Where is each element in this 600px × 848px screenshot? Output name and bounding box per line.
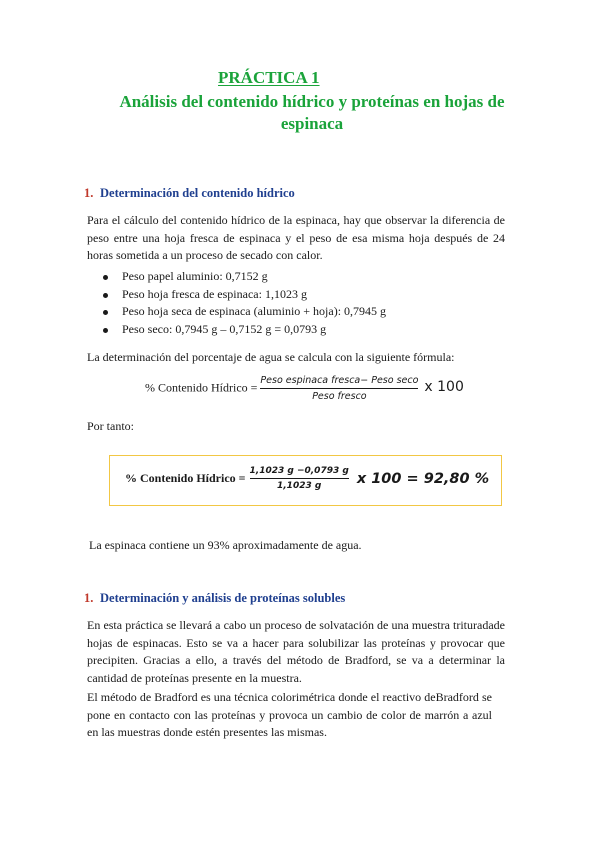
section2-heading-text: Determinación y análisis de proteínas solubles [100,591,346,605]
section2-para2: El método de Bradford es una técnica colorimétrica donde el reactivo deBradford se pone en contacto con las proteínas y provoca un cambio de color de marrón a azul en las muestras donde estén presentes las mismas. [87,690,492,739]
result-numerator: 1,1023 g −0,0793 g [249,466,349,476]
section1-number: 1. [84,186,94,200]
result-value: x 100 = 92,80 % [356,470,490,487]
result-label: % Contenido Hídrico = [125,471,246,485]
list-item: Peso seco: 0,7945 g – 0,7152 g = 0,0793 g [100,321,386,339]
result-fraction [250,466,349,491]
water-conclusion: La espinaca contiene un 93% aproximadamente de agua. [89,538,362,552]
list-item: Peso hoja fresca de espinaca: 1,1023 g [100,286,386,304]
document-subtitle: Análisis del contenido hídrico y proteínas en hojas de espinaca [119,92,505,133]
formula-numerator: Peso espinaca fresca− Peso seco [260,375,419,386]
section1-intro: Para el cálculo del contenido hídrico de la espinaca, hay que observar la diferencia de peso entre una hoja fresca de espinaca y el peso de esa misma hoja después de 24 horas sometida a un proceso de secado con calor. [87,213,505,262]
fraction-line [250,478,349,479]
result-formula [125,466,489,491]
formula-fraction [260,375,418,402]
weights-list [100,268,386,338]
document-title: PRÁCTICA 1 [218,68,320,87]
section1-heading [84,186,295,201]
fraction-line [260,388,418,389]
section2-heading [84,591,345,606]
water-content-formula [145,375,464,402]
section2-number: 1. [84,591,94,605]
formula-multiplier: x 100 [424,379,464,396]
formula-intro: La determinación del porcentaje de agua se calcula con la siguiente fórmula: [87,350,455,364]
formula-label: % Contenido Hídrico = [145,380,258,395]
section1-heading-text: Determinación del contenido hídrico [100,186,295,200]
result-denominator: 1,1023 g [277,481,322,491]
therefore-text: Por tanto: [87,419,134,433]
section2-para1: En esta práctica se llevará a cabo un proceso de solvatación de una muestra trituradade hojas de espinacas. Esto se va a hacer para solubilizar las proteínas y provocar que precipiten. Gracias a ello, a través del método de Bradford, se va a determinar la cantidad de proteínas presente en la muestra. [87,618,505,685]
list-item: Peso papel aluminio: 0,7152 g [100,268,386,286]
list-item: Peso hoja seca de espinaca (aluminio + hoja): 0,7945 g [100,303,386,321]
formula-denominator: Peso fresco [312,391,367,402]
